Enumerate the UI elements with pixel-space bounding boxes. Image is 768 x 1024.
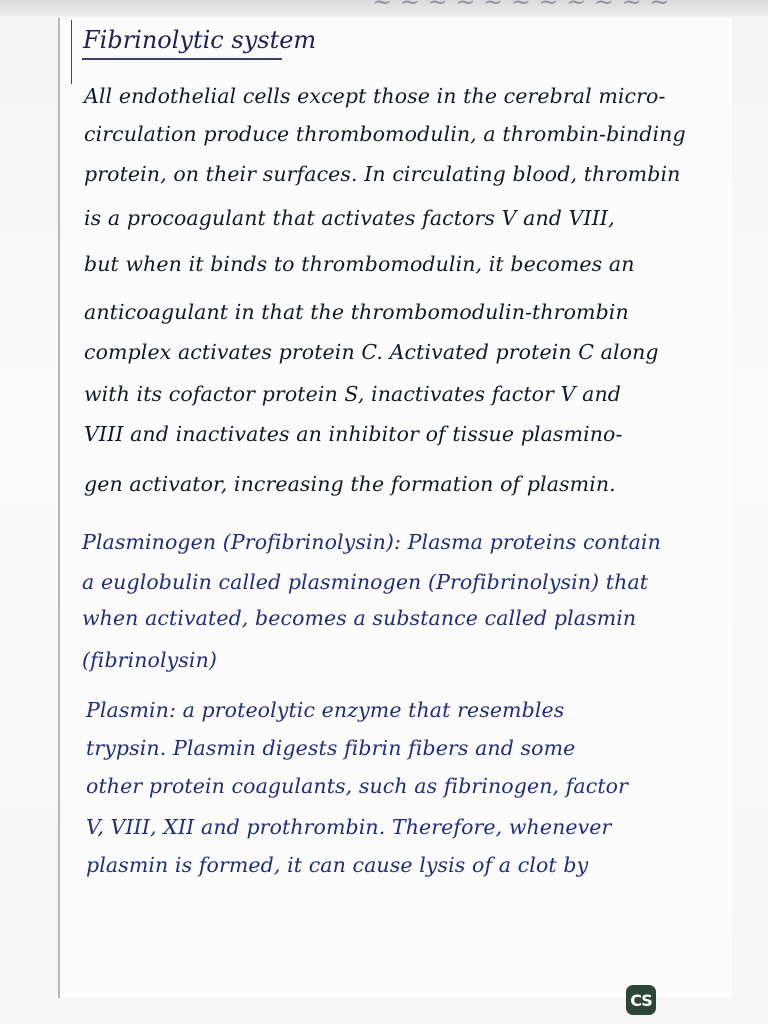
text-line: VIII and inactivates an inhibitor of tissue plasmino-: [84, 422, 623, 446]
text-line: is a procoagulant that activates factors V and VIII,: [84, 206, 615, 230]
margin-line: [71, 20, 72, 84]
text-line: when activated, becomes a substance called plasmin: [82, 606, 637, 630]
text-line: circulation produce thrombomodulin, a thrombin-binding: [84, 122, 686, 146]
text-line: with its cofactor protein S, inactivates factor V and: [84, 382, 621, 406]
text-line: Plasminogen (Profibrinolysin): Plasma proteins contain: [82, 530, 661, 554]
camscanner-logo-icon: CS: [626, 985, 656, 1015]
title-underline: [82, 58, 282, 60]
text-line: a euglobulin called plasminogen (Profibrinolysin) that: [82, 570, 649, 594]
text-line: gen activator, increasing the formation of plasmin.: [84, 472, 616, 496]
text-line: protein, on their surfaces. In circulating blood, thrombin: [84, 162, 681, 186]
page-title: Fibrinolytic system: [83, 26, 317, 54]
text-line: complex activates protein C. Activated protein C along: [84, 340, 659, 364]
text-line: anticoagulant in that the thrombomodulin-thrombin: [84, 300, 629, 324]
top-cutoff-scribble: ~ ~ ~ ~ ~ ~ ~ ~ ~ ~ ~: [372, 0, 670, 16]
text-line: All endothelial cells except those in the cerebral micro-: [84, 84, 666, 108]
text-line: plasmin is formed, it can cause lysis of a clot by: [86, 853, 589, 877]
text-line: V, VIII, XII and prothrombin. Therefore, whenever: [86, 815, 612, 839]
text-line: trypsin. Plasmin digests fibrin fibers and some: [86, 736, 576, 760]
text-line: Plasmin: a proteolytic enzyme that resembles: [86, 698, 565, 722]
text-line: other protein coagulants, such as fibrinogen, factor: [86, 774, 628, 798]
text-line: (fibrinolysin): [82, 648, 217, 672]
text-line: but when it binds to thrombomodulin, it becomes an: [84, 252, 635, 276]
